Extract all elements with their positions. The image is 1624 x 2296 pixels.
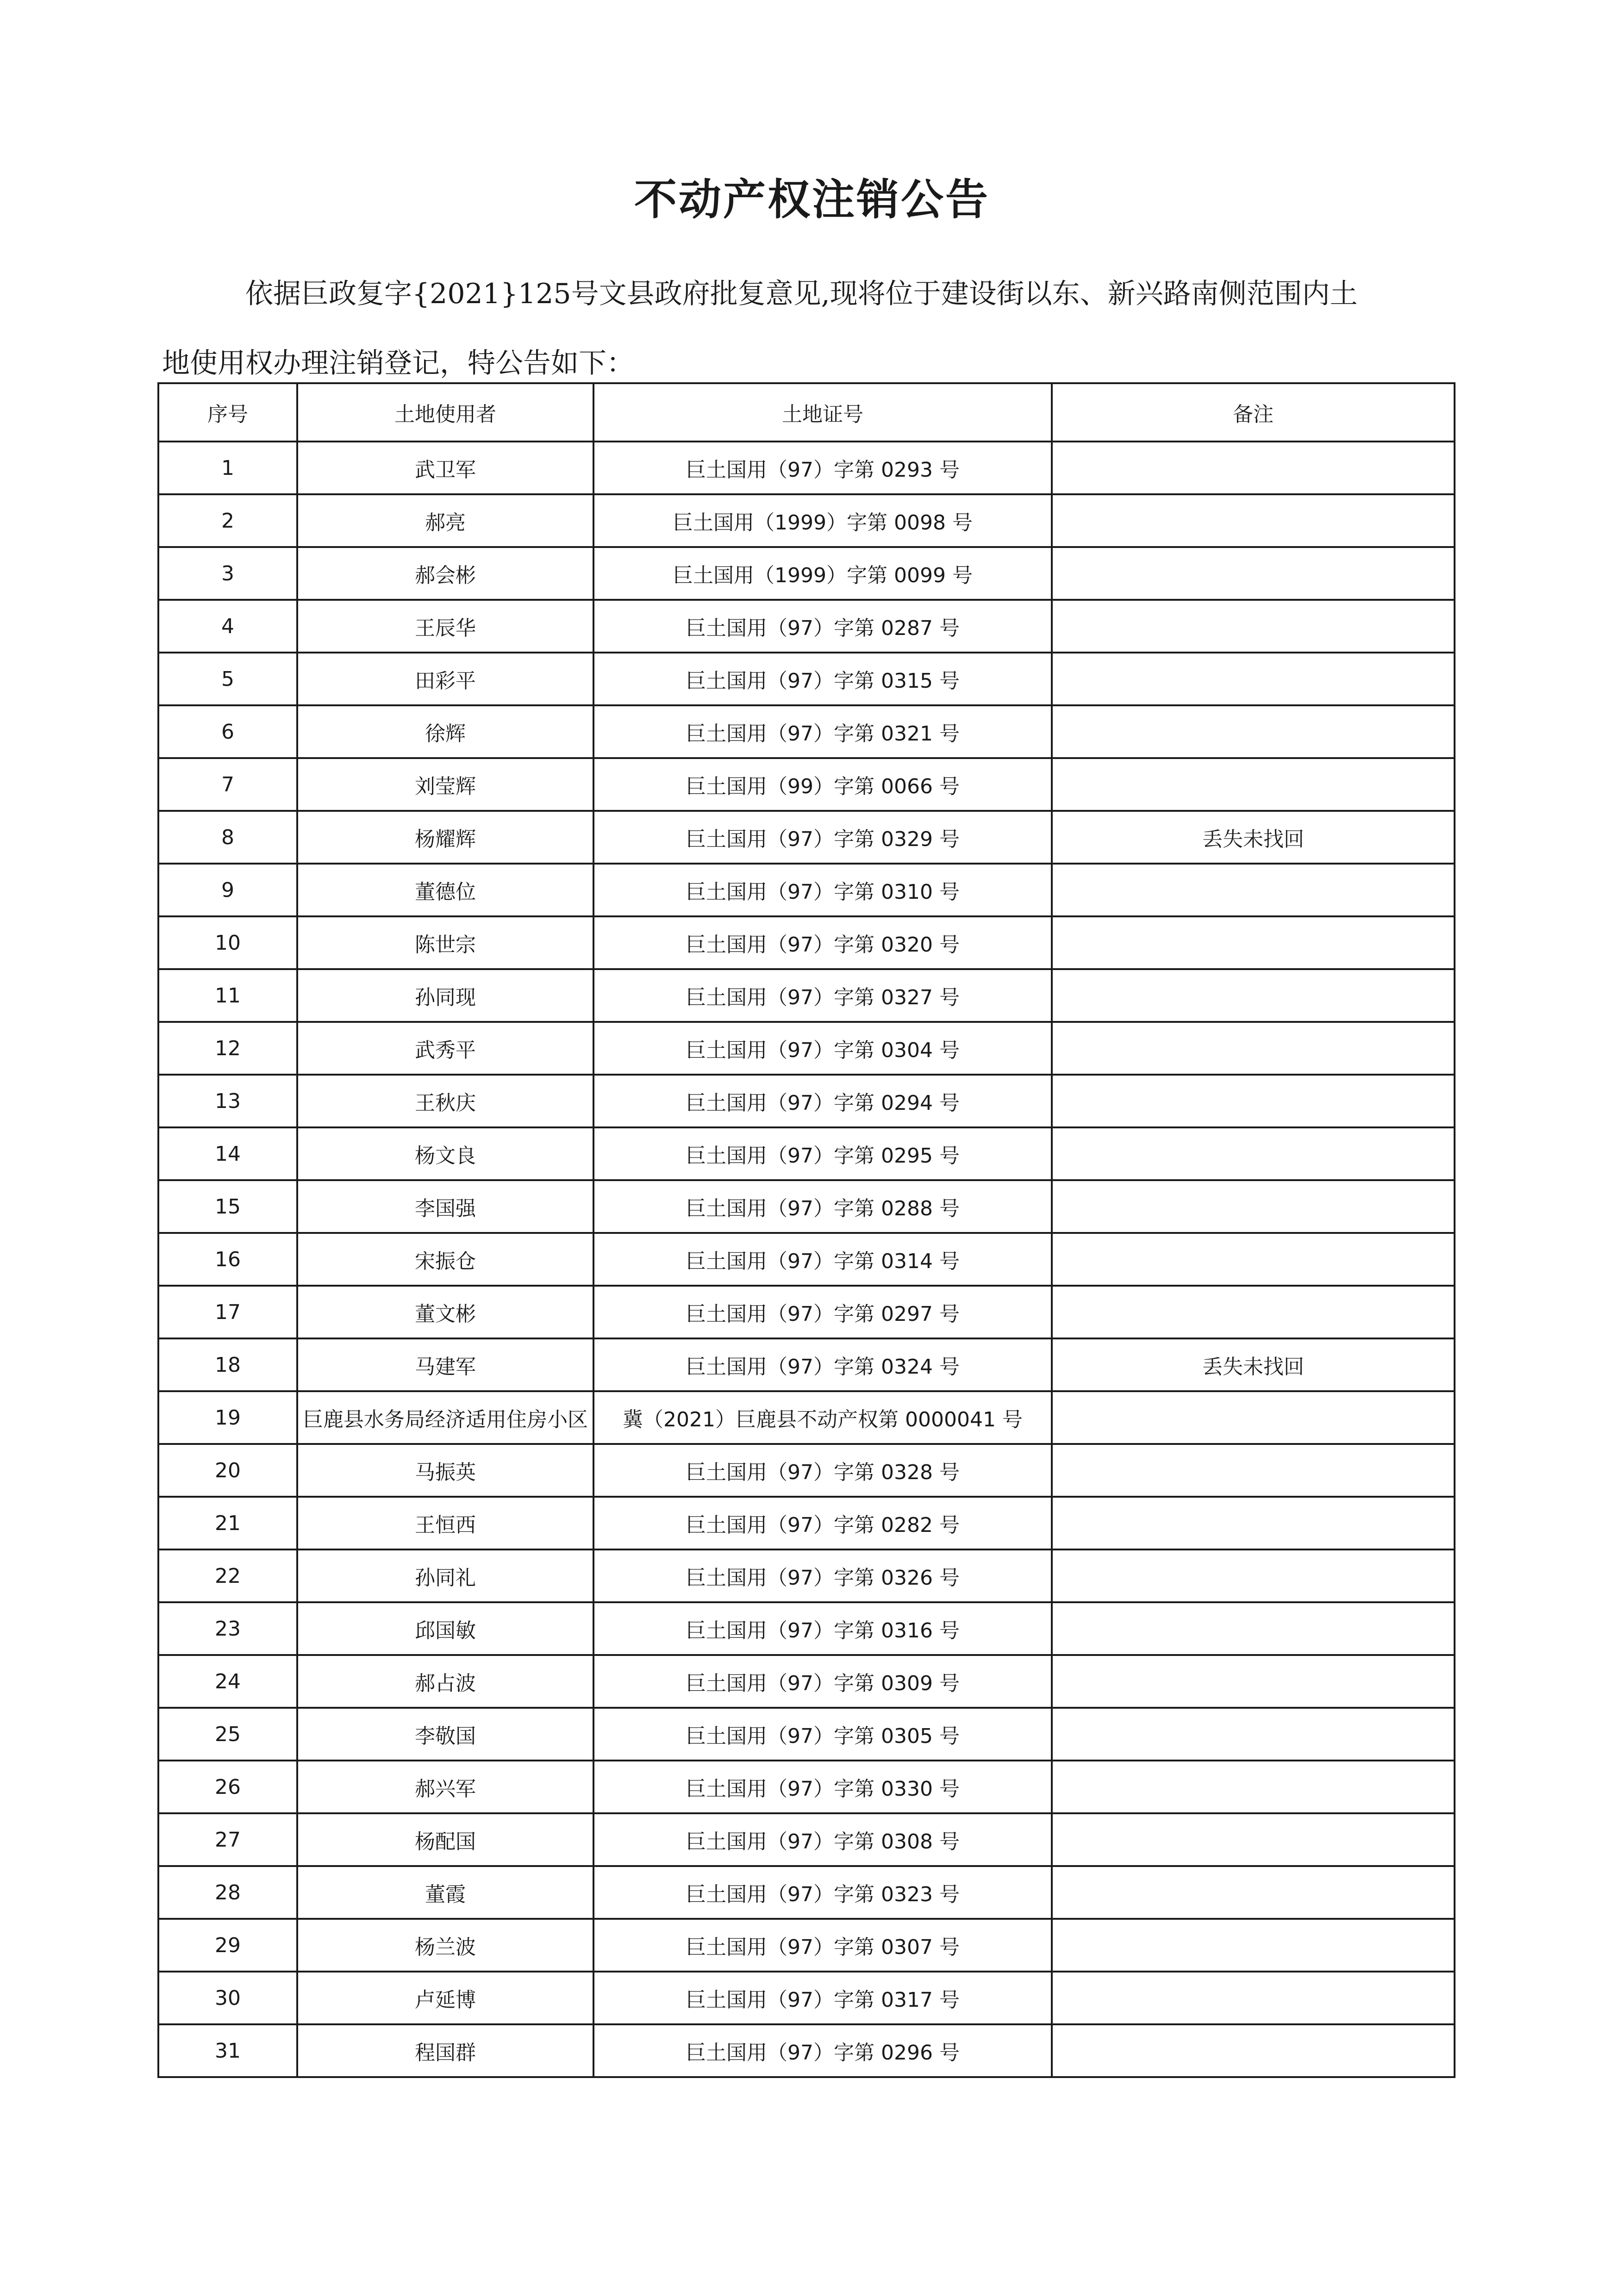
cell-serial-number: 14 [158,1127,297,1180]
cell-certificate-number: 巨土国用（97）字第 0288 号 [593,1180,1052,1233]
cell-serial-number: 5 [158,653,297,705]
cell-remarks [1052,1286,1455,1338]
table-row [158,1866,1455,1919]
cell-serial-number: 15 [158,1180,297,1233]
cell-certificate-number: 巨土国用（97）字第 0282 号 [593,1497,1052,1549]
table-header-row [158,383,1455,442]
cell-land-user: 徐辉 [297,705,593,758]
cell-certificate-number: 巨土国用（1999）字第 0098 号 [593,494,1052,547]
table-row [158,1497,1455,1549]
table-row [158,705,1455,758]
table-row [158,1127,1455,1180]
cell-land-user: 郝占波 [297,1655,593,1708]
cell-serial-number: 28 [158,1866,297,1919]
cell-remarks [1052,600,1455,653]
cell-land-user: 杨兰波 [297,1919,593,1972]
cell-land-user: 陈世宗 [297,916,593,969]
cell-serial-number: 30 [158,1972,297,2024]
intro-paragraph [162,259,1449,398]
table-row [158,1286,1455,1338]
cell-certificate-number: 巨土国用（97）字第 0309 号 [593,1655,1052,1708]
cell-land-user: 田彩平 [297,653,593,705]
table-row [158,1655,1455,1708]
cell-land-user: 郝会彬 [297,547,593,600]
cell-certificate-number: 巨土国用（97）字第 0295 号 [593,1127,1052,1180]
cell-land-user: 马振英 [297,1444,593,1497]
cell-certificate-number: 巨土国用（97）字第 0308 号 [593,1813,1052,1866]
cell-certificate-number: 巨土国用（97）字第 0294 号 [593,1075,1052,1127]
cell-land-user: 巨鹿县水务局经济适用住房小区 [297,1391,593,1444]
cell-land-user: 孙同礼 [297,1549,593,1602]
cell-remarks [1052,2024,1455,2077]
cell-land-user: 李敬国 [297,1708,593,1761]
intro-line-2: 地使用权办理注销登记，特公告如下： [162,347,634,380]
cell-remarks [1052,1602,1455,1655]
table-row [158,864,1455,916]
cell-land-user: 邱国敏 [297,1602,593,1655]
cell-serial-number: 8 [158,811,297,864]
cell-serial-number: 17 [158,1286,297,1338]
cell-serial-number: 11 [158,969,297,1022]
table-row [158,547,1455,600]
cell-serial-number: 18 [158,1338,297,1391]
cell-certificate-number: 巨土国用（97）字第 0315 号 [593,653,1052,705]
cell-serial-number: 23 [158,1602,297,1655]
cell-remarks [1052,1022,1455,1075]
cell-remarks [1052,1813,1455,1866]
table-row [158,969,1455,1022]
table-row [158,1022,1455,1075]
cell-remarks [1052,1444,1455,1497]
table-row [158,1602,1455,1655]
table-body [158,442,1455,2077]
cell-certificate-number: 巨土国用（97）字第 0316 号 [593,1602,1052,1655]
intro-line-1: 依据巨政复字{2021}125号文县政府批复意见,现将位于建设街以东、新兴路南侧范围内土 [245,278,1358,310]
cell-serial-number: 29 [158,1919,297,1972]
cell-land-user: 郝兴军 [297,1761,593,1813]
cell-land-user: 李国强 [297,1180,593,1233]
table-row [158,494,1455,547]
cell-land-user: 孙同现 [297,969,593,1022]
table-row [158,600,1455,653]
cell-land-user: 董德位 [297,864,593,916]
header-remarks: 备注 [1052,383,1455,442]
cell-remarks [1052,1391,1455,1444]
table-row [158,1075,1455,1127]
cell-remarks [1052,1075,1455,1127]
cell-certificate-number: 巨土国用（97）字第 0320 号 [593,916,1052,969]
table-row [158,1761,1455,1813]
cell-remarks [1052,1866,1455,1919]
cell-land-user: 马建军 [297,1338,593,1391]
cell-certificate-number: 巨土国用（97）字第 0310 号 [593,864,1052,916]
cell-land-user: 王辰华 [297,600,593,653]
cell-certificate-number: 巨土国用（1999）字第 0099 号 [593,547,1052,600]
cell-serial-number: 10 [158,916,297,969]
cell-land-user: 卢延博 [297,1972,593,2024]
cell-serial-number: 26 [158,1761,297,1813]
cell-serial-number: 21 [158,1497,297,1549]
cell-remarks [1052,1919,1455,1972]
cell-serial-number: 7 [158,758,297,811]
cell-certificate-number: 巨土国用（97）字第 0297 号 [593,1286,1052,1338]
cell-serial-number: 1 [158,442,297,494]
cell-serial-number: 4 [158,600,297,653]
cell-remarks [1052,1761,1455,1813]
cell-remarks [1052,1708,1455,1761]
cell-remarks [1052,1233,1455,1286]
page-title: 不动产权注销公告 [634,174,990,224]
cell-remarks: 丢失未找回 [1052,1338,1455,1391]
cell-remarks [1052,1549,1455,1602]
cancellation-table [157,382,1455,2078]
header-serial-number: 序号 [158,383,297,442]
cell-certificate-number: 巨土国用（97）字第 0328 号 [593,1444,1052,1497]
cell-certificate-number: 巨土国用（97）字第 0293 号 [593,442,1052,494]
cell-remarks [1052,547,1455,600]
cell-certificate-number: 巨土国用（97）字第 0326 号 [593,1549,1052,1602]
cell-certificate-number: 巨土国用（97）字第 0304 号 [593,1022,1052,1075]
cell-land-user: 宋振仓 [297,1233,593,1286]
cell-serial-number: 20 [158,1444,297,1497]
cell-land-user: 杨文良 [297,1127,593,1180]
header-certificate-number: 土地证号 [593,383,1052,442]
table-row [158,1549,1455,1602]
cell-certificate-number: 巨土国用（97）字第 0296 号 [593,2024,1052,2077]
cell-serial-number: 13 [158,1075,297,1127]
cell-certificate-number: 巨土国用（97）字第 0323 号 [593,1866,1052,1919]
cell-certificate-number: 巨土国用（97）字第 0287 号 [593,600,1052,653]
table-row [158,1919,1455,1972]
table-row [158,811,1455,864]
cell-certificate-number: 巨土国用（99）字第 0066 号 [593,758,1052,811]
cell-certificate-number: 巨土国用（97）字第 0324 号 [593,1338,1052,1391]
cell-land-user: 郝亮 [297,494,593,547]
cell-land-user: 武秀平 [297,1022,593,1075]
cell-remarks [1052,1972,1455,2024]
table-row [158,1391,1455,1444]
cell-land-user: 杨耀辉 [297,811,593,864]
table-row [158,653,1455,705]
cell-serial-number: 9 [158,864,297,916]
table-row [158,916,1455,969]
table-row [158,2024,1455,2077]
cell-certificate-number: 巨土国用（97）字第 0305 号 [593,1708,1052,1761]
cell-certificate-number: 巨土国用（97）字第 0327 号 [593,969,1052,1022]
cell-serial-number: 12 [158,1022,297,1075]
cell-land-user: 程国群 [297,2024,593,2077]
cell-land-user: 董霞 [297,1866,593,1919]
cell-remarks [1052,1497,1455,1549]
cell-certificate-number: 巨土国用（97）字第 0330 号 [593,1761,1052,1813]
table-row [158,1233,1455,1286]
cell-serial-number: 24 [158,1655,297,1708]
table-row [158,1972,1455,2024]
cell-land-user: 王秋庆 [297,1075,593,1127]
cell-serial-number: 19 [158,1391,297,1444]
cell-remarks [1052,916,1455,969]
cell-land-user: 董文彬 [297,1286,593,1338]
cell-certificate-number: 巨土国用（97）字第 0329 号 [593,811,1052,864]
cell-remarks [1052,494,1455,547]
cell-serial-number: 31 [158,2024,297,2077]
cell-remarks: 丢失未找回 [1052,811,1455,864]
cell-serial-number: 25 [158,1708,297,1761]
table-row [158,1813,1455,1866]
cell-land-user: 刘莹辉 [297,758,593,811]
cell-remarks [1052,864,1455,916]
cell-remarks [1052,653,1455,705]
cell-remarks [1052,758,1455,811]
cell-remarks [1052,1127,1455,1180]
table-row [158,1338,1455,1391]
cell-serial-number: 22 [158,1549,297,1602]
header-land-user: 土地使用者 [297,383,593,442]
cell-remarks [1052,442,1455,494]
table-row [158,1180,1455,1233]
cell-land-user: 武卫军 [297,442,593,494]
cell-remarks [1052,1655,1455,1708]
table-row [158,1444,1455,1497]
table-row [158,442,1455,494]
cell-remarks [1052,969,1455,1022]
cell-certificate-number: 巨土国用（97）字第 0321 号 [593,705,1052,758]
cell-certificate-number: 冀（2021）巨鹿县不动产权第 0000041 号 [593,1391,1052,1444]
cell-serial-number: 27 [158,1813,297,1866]
cell-land-user: 杨配国 [297,1813,593,1866]
cell-serial-number: 3 [158,547,297,600]
cell-land-user: 王恒西 [297,1497,593,1549]
cell-remarks [1052,705,1455,758]
cell-serial-number: 2 [158,494,297,547]
cell-certificate-number: 巨土国用（97）字第 0307 号 [593,1919,1052,1972]
cell-certificate-number: 巨土国用（97）字第 0314 号 [593,1233,1052,1286]
table-row [158,1708,1455,1761]
table-row [158,758,1455,811]
cell-serial-number: 16 [158,1233,297,1286]
cell-serial-number: 6 [158,705,297,758]
cell-certificate-number: 巨土国用（97）字第 0317 号 [593,1972,1052,2024]
cell-remarks [1052,1180,1455,1233]
